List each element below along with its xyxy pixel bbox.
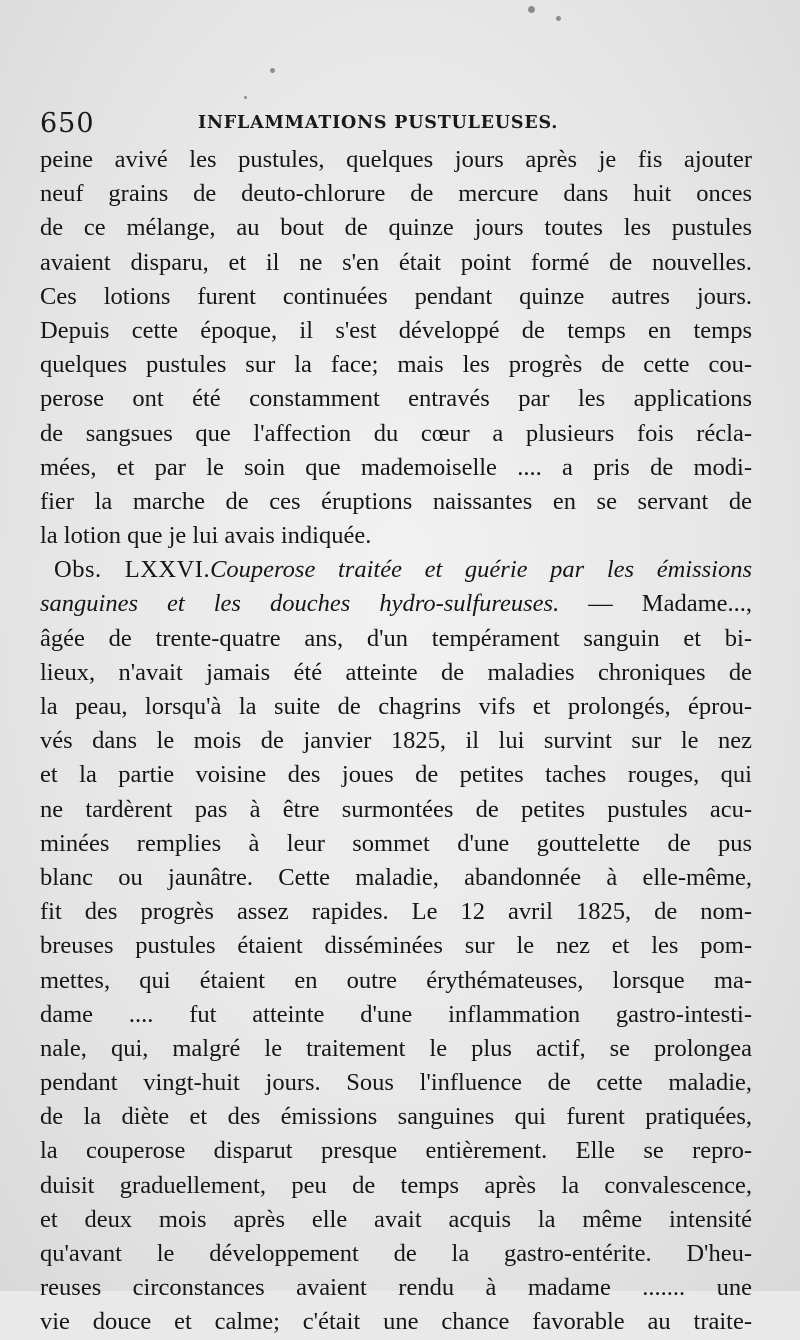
text-line: et deux mois après elle avait acquis la même intensité bbox=[40, 1205, 752, 1233]
text-line: peine avivé les pustules, quelques jours après je fis ajouter bbox=[40, 146, 752, 173]
text-line: blanc ou jaunâtre. Cette maladie, abandonnée à elle-même, bbox=[40, 863, 752, 891]
text-line: la lotion que je lui avais indiquée. bbox=[40, 522, 372, 550]
text-line: mées, et par le soin que mademoiselle .... a pris de modi- bbox=[40, 453, 752, 481]
running-title: INFLAMMATIONS PUSTULEUSES. bbox=[198, 113, 559, 133]
text-line: duisit graduellement, peu de temps après la convalescence, bbox=[40, 1171, 752, 1199]
text-line: reuses circonstances avaient rendu à madame ....... une bbox=[40, 1274, 752, 1302]
observation-label: Obs. LXXVI. bbox=[54, 556, 211, 584]
text-line: la couperose disparut presque entièrement. Elle se repro- bbox=[40, 1137, 752, 1165]
text-line: nale, qui, malgré le traitement le plus actif, se prolongea bbox=[40, 1034, 752, 1062]
text-line: dame .... fut atteinte d'une inflammation gastro-intesti- bbox=[40, 1000, 752, 1028]
text-line: fier la marche de ces éruptions naissantes en se servant de bbox=[40, 487, 752, 515]
text-line: mettes, qui étaient en outre érythémateuses, lorsque ma- bbox=[40, 966, 752, 994]
text-line: vie douce et calme; c'était une chance favorable au traite- bbox=[40, 1308, 752, 1336]
observation-subject: — Madame..., bbox=[588, 590, 753, 618]
paragraph-continued bbox=[40, 143, 752, 553]
observation-heading-line bbox=[40, 553, 752, 587]
observation-paragraph bbox=[40, 553, 752, 1339]
observation-heading-line bbox=[40, 587, 752, 621]
page-body bbox=[40, 143, 752, 1340]
text-line: perose ont été constamment entravés par les applications bbox=[40, 385, 752, 413]
text-line: de la diète et des émissions sanguines qui furent pratiquées, bbox=[40, 1103, 752, 1131]
text-line: minées remplies à leur sommet d'une gouttelette de pus bbox=[40, 829, 752, 857]
text-line: neuf grains de deuto-chlorure de mercure dans huit onces bbox=[40, 180, 752, 208]
text-line: et la partie voisine des joues de petites taches rouges, qui bbox=[40, 761, 752, 789]
page-number: 650 bbox=[40, 108, 95, 139]
text-line: Ces lotions furent continuées pendant quinze autres jours. bbox=[40, 282, 752, 310]
text-line: la peau, lorsqu'à la suite de chagrins vifs et prolongés, éprou- bbox=[40, 693, 752, 720]
text-line: breuses pustules étaient disséminées sur le nez et les pom- bbox=[40, 932, 752, 960]
text-line: de sangsues que l'affection du cœur a plusieurs fois récla- bbox=[40, 419, 752, 447]
text-line: fit des progrès assez rapides. Le 12 avril 1825, de nom- bbox=[40, 898, 752, 926]
ink-speck bbox=[244, 96, 247, 99]
text-line: Depuis cette époque, il s'est développé de temps en temps bbox=[40, 316, 752, 344]
page-header bbox=[40, 104, 760, 144]
text-line: qu'avant le développement de la gastro-entérite. D'heu- bbox=[40, 1240, 752, 1267]
ink-speck bbox=[528, 6, 535, 13]
ink-speck bbox=[270, 68, 275, 73]
text-line: de ce mélange, au bout de quinze jours toutes les pustules bbox=[40, 214, 752, 242]
text-line: lieux, n'avait jamais été atteinte de maladies chroniques de bbox=[40, 658, 752, 686]
text-line: vés dans le mois de janvier 1825, il lui survint sur le nez bbox=[40, 727, 752, 755]
ink-speck bbox=[556, 16, 561, 21]
text-line: ne tardèrent pas à être surmontées de petites pustules acu- bbox=[40, 795, 752, 823]
text-line: quelques pustules sur la face; mais les progrès de cette cou- bbox=[40, 351, 752, 379]
text-line: pendant vingt-huit jours. Sous l'influence de cette maladie, bbox=[40, 1069, 752, 1097]
text-line: âgée de trente-quatre ans, d'un tempérament sanguin et bi- bbox=[40, 624, 752, 652]
observation-title-part-1: Couperose traitée et guérie par les émissions bbox=[210, 556, 752, 584]
observation-title-part-2: sanguines et les douches hydro-sulfureuses. bbox=[40, 590, 560, 618]
text-line: avaient disparu, et il ne s'en était point formé de nouvelles. bbox=[40, 248, 752, 276]
